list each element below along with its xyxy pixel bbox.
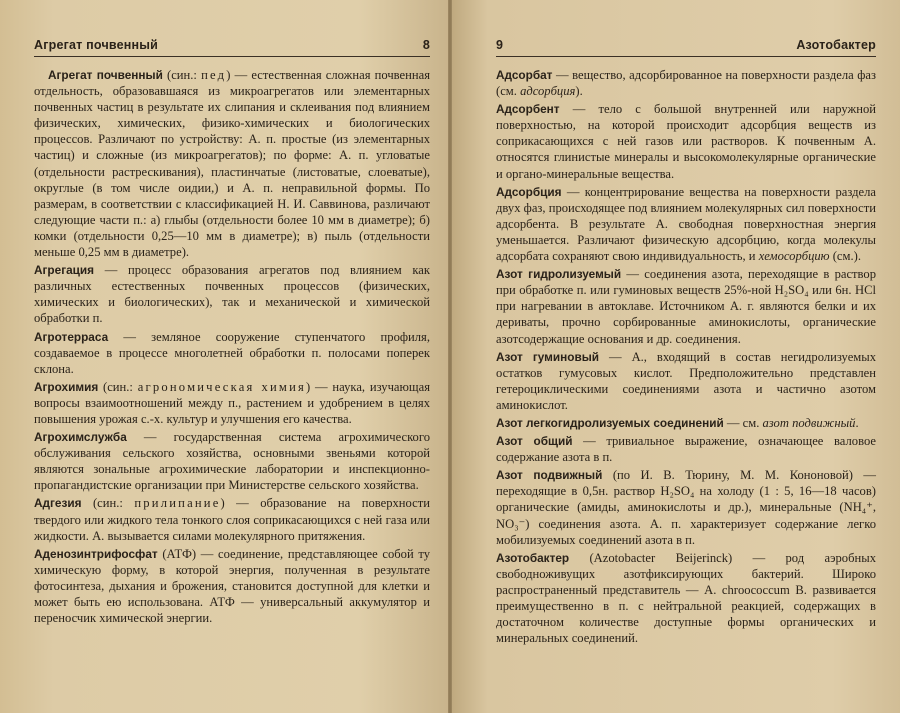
entry-term: Адсорбат xyxy=(496,68,553,82)
entry-azot-obshchii: Азот общий — тривиальное выражение, означающее валовое содержание азота в п. xyxy=(496,434,876,465)
entry-term: Азот легкогидролизуемых соединений xyxy=(496,415,724,430)
left-running-header xyxy=(34,38,430,57)
entry-term: Азот общий xyxy=(496,434,573,449)
entry-term: Адсорбент xyxy=(496,102,560,117)
entry-azot-guminovyi: Азот гуминовый — А., входящий в состав негидролизуемых остатков гумусовых кислот. Предположительно представлен гетероциклическими соединениями азота и частично азотом аминокислот. xyxy=(496,349,877,412)
entry-adsorbent: Адсорбент — тело с большой внутренней или наружной поверхностью, на которой происходит адсорбция веществ из соприкасающихся с ней газов или растворов. К почвенным А. относятся глинистые минералы и высокомолекулярные органические и органо-минеральные вещества. xyxy=(496,102,876,181)
entry-term: Азот подвижный xyxy=(496,468,603,483)
entry-adsorbat: Адсорбат — вещество, адсорбированное на поверхности раздела фаз (см. адсорбция). xyxy=(496,68,876,99)
entry-term: Азот гуминовый xyxy=(496,349,600,364)
entry-agregat: Агрегат почвенный (син.: пед) — естественная сложная почвенная отдельность, образовавшаяся из микроагрегатов или элементарных почвенных частиц в результате их слипания и склеивания под влиянием физических, химических, физико-химических и биологических процессов. Различают по устройству: А. п. простые (из элементарных частиц) и сложные (из микроагрегатов); по форме: А. п. угловатые (отдельности растрескивания), пластинчатые (листоватые, слоеватые), округлые (в том числе оидии,) и А. п. неправильной формы. По размерам, в соответствии с классификацией Н. И. Саввинова, различают следующие части п.: а) глыбы (отдельности более 10 мм в диаметре); б) комки (отдельности 0,25—10 мм в диаметре); в) пыль (отдельности меньше 0,25 мм в диаметре). xyxy=(34,68,430,260)
entry-azot-podvizhnyi: Азот подвижный (по И. В. Тюрину, М. М. Кононовой) — переходящие в 0,5н. раствор H₂SO₄ на холоду (1 : 5, 16—18 часов) органические (амиды, аминокислоты и др.), минеральные (NH₄⁺, NO₃⁻) соединения азота. А. п. характеризует содержание легко мобилизуемых соединений азота в п. xyxy=(496,468,876,547)
entry-term: Азот гидролизуемый xyxy=(496,267,622,282)
entry-adsorbtsiya: Адсорбция — концентрирование вещества на поверхности раздела двух фаз, происходящее под влиянием молекулярных сил поверхности адсорбента. В результате А. свободная поверхностная энергия уменьшается. Различают физическую адсорбцию, когда молекулы адсорбата сохраняют свою индивидуальность, и хемосорбцию (см.). xyxy=(496,184,876,264)
entry-term: Агротерраса xyxy=(34,329,109,344)
entry-term: Агрегация xyxy=(34,263,95,278)
entry-agregatsiya: Агрегация — процесс образования агрегатов под влиянием как различных естественных почвенных процессов (физических, химических и биологических), так и механической и химической обработки п. xyxy=(34,263,430,326)
entry-term: Агрохимия xyxy=(34,379,99,394)
entry-atf: Аденозинтрифосфат (АТФ) — соединение, представляющее собой ту химическую форму, в которой энергия, полученная в результате фотосинтеза, дыхания и брожения, становится доступной для клетки и может быть ею использована. АТФ — универсальный аккумулятор и переносчик химической энергии. xyxy=(34,546,430,626)
left-page xyxy=(0,0,448,713)
entry-term: Адсорбция xyxy=(496,184,562,199)
entry-azot-gidrolizuemyi: Азот гидролизуемый — соединения азота, переходящие в раствор при обработке п. или гуминовых веществ 25%-ной H₂SO₄ или 6н. HCl при нагревании в автоклаве. Источником А. г. являются белки и их дериваты, прочно сорбированные аминокислоты, органические азотсодержащие основания и др. соединения. xyxy=(496,267,876,346)
entry-term: Азотобактер xyxy=(496,550,570,565)
left-header-title: Агрегат почвенный xyxy=(34,38,159,52)
entry-term: Агрегат почвенный xyxy=(48,68,163,82)
entry-term: Адгезия xyxy=(34,496,82,511)
entry-adgeziya: Адгезия (син.: прилипание) — образование на поверхности твердого или жидкого тела тонкого слоя соприкасающихся с ней газа или жидкости. А. вызывается силами молекулярного притяжения. xyxy=(34,496,430,543)
right-running-header xyxy=(496,38,876,57)
entry-agrokhimsluzhba: Агрохимслужба — государственная система агрохимического обслуживания сельского хозяйства, основными звеньями которой являются зональные агрохимические лаборатории и инспекционно-пропагандистские организации при Министерстве сельского хозяйства. xyxy=(34,430,430,493)
entry-term: Агрохимслужба xyxy=(34,430,127,445)
right-page-number: 9 xyxy=(496,38,504,52)
left-page-number: 8 xyxy=(422,38,430,52)
entry-azotobakter: Азотобактер (Azotobacter Beijerinck) — род аэробных свободноживущих азотфиксирующих бактерий. Широко распространенный представитель — A. chroococcum B. развивается преимущественно в п. с нейтральной реакцией, содержащих в достаточном количестве доступные формы органических и минеральных соединений. xyxy=(496,550,876,646)
entry-agroterrasa: Агротерраса — земляное сооружение ступенчатого профиля, создаваемое в процессе многолетней обработки п. полосами поперек склона. xyxy=(34,329,430,376)
entry-agrokhimiya: Агрохимия (син.: агрономическая химия) — наука, изучающая вопросы взаимоотношений между п., растением и удобрением в целях повышения урожая с.-х. культур и улучшения его качества. xyxy=(34,379,430,426)
right-header-title: Азотобактер xyxy=(796,38,876,52)
entry-azot-legkogidrolizuemyh: Азот легкогидролизуемых соединений — см. азот подвижный. xyxy=(496,415,859,430)
right-page xyxy=(452,0,900,713)
entry-term: Аденозинтрифосфат xyxy=(34,546,158,561)
